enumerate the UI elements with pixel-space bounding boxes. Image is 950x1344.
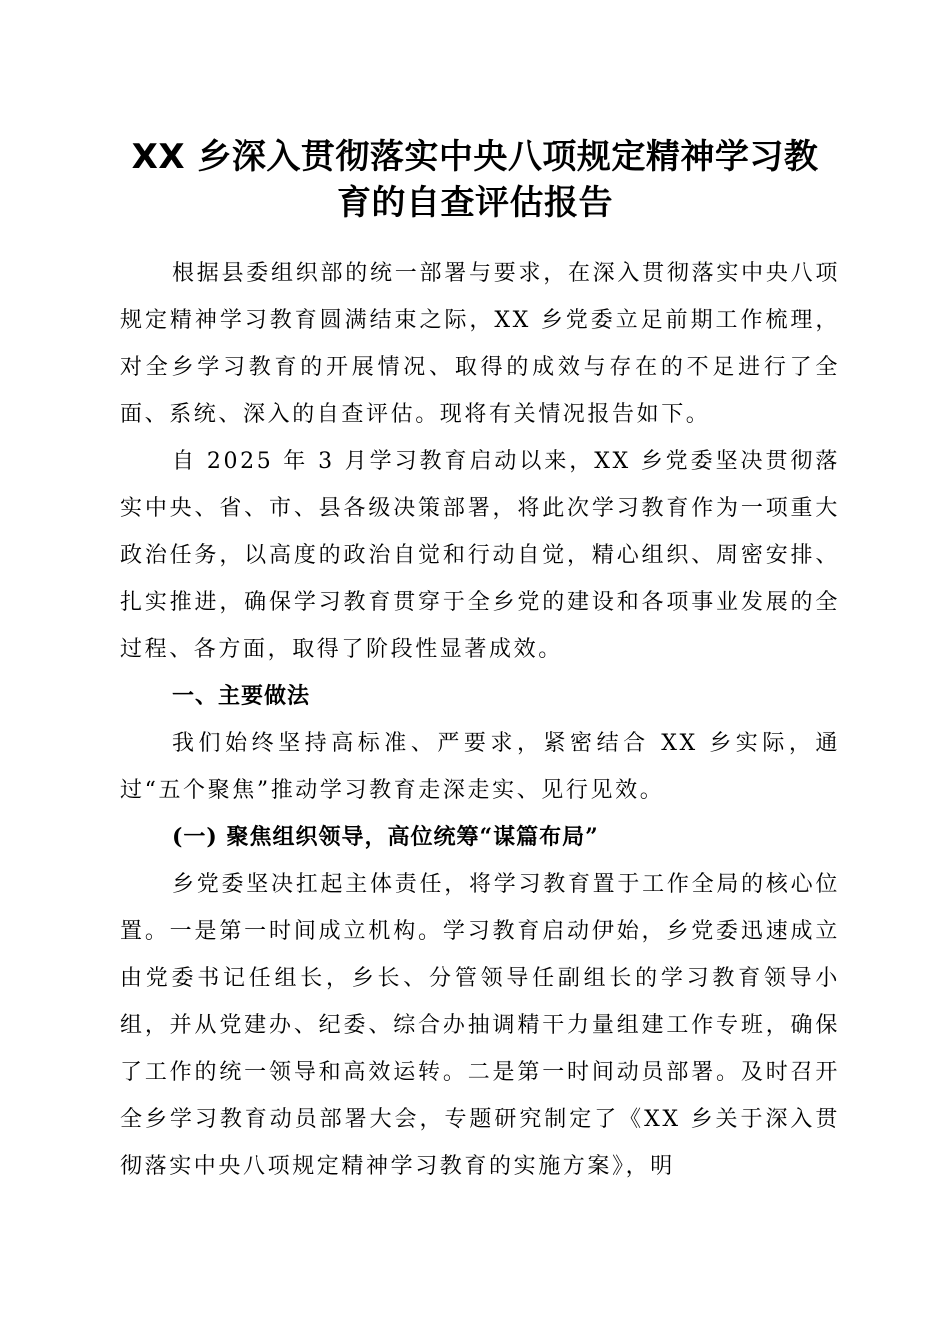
section-heading: 一、主要做法 <box>172 684 311 709</box>
document-body <box>120 250 840 1190</box>
overview-paragraph: 自 2025 年 3 月学习教育启动以来，XX 乡党委坚决贯彻落实中央、省、市、县各级决策部署，将此次学习教育作为一项重大政治任务，以高度的政治自觉和行动自觉，精心组织、周密安排、扎实推进，确保学习教育贯穿于全乡党的建设和各项事业发展的全过程、各方面，取得了阶段性显著成效。 <box>120 449 840 662</box>
subsection-heading: (一) 聚焦组织领导，高位统筹“谋篇布局” <box>172 824 599 850</box>
intro-paragraph: 根据县委组织部的统一部署与要求，在深入贯彻落实中央八项规定精神学习教育圆满结束之际，XX 乡党委立足前期工作梳理，对全乡学习教育的开展情况、取得的成效与存在的不足进行了全面、系统、深入的自查评估。现将有关情况报告如下。 <box>120 261 840 427</box>
section-intro-paragraph: 我们始终坚持高标准、严要求，紧密结合 XX 乡实际，通过“五个聚焦”推动学习教育走深走实、见行见效。 <box>120 731 840 803</box>
subsection-body-paragraph: 乡党委坚决扛起主体责任，将学习教育置于工作全局的核心位置。一是第一时间成立机构。学习教育启动伊始，乡党委迅速成立由党委书记任组长，乡长、分管领导任副组长的学习教育领导小组，并从党建办、纪委、综合办抽调精干力量组建工作专班，确保了工作的统一领导和高效运转。二是第一时间动员部署。及时召开全乡学习教育动员部署大会，专题研究制定了《XX 乡关于深入贯彻落实中央八项规定精神学习教育的实施方案》，明 <box>120 872 840 1179</box>
title-line-1: XX 乡深入贯彻落实中央八项规定精神学习教 <box>131 137 819 177</box>
document-title <box>100 134 850 226</box>
title-line-2: 育的自查评估报告 <box>337 183 613 223</box>
